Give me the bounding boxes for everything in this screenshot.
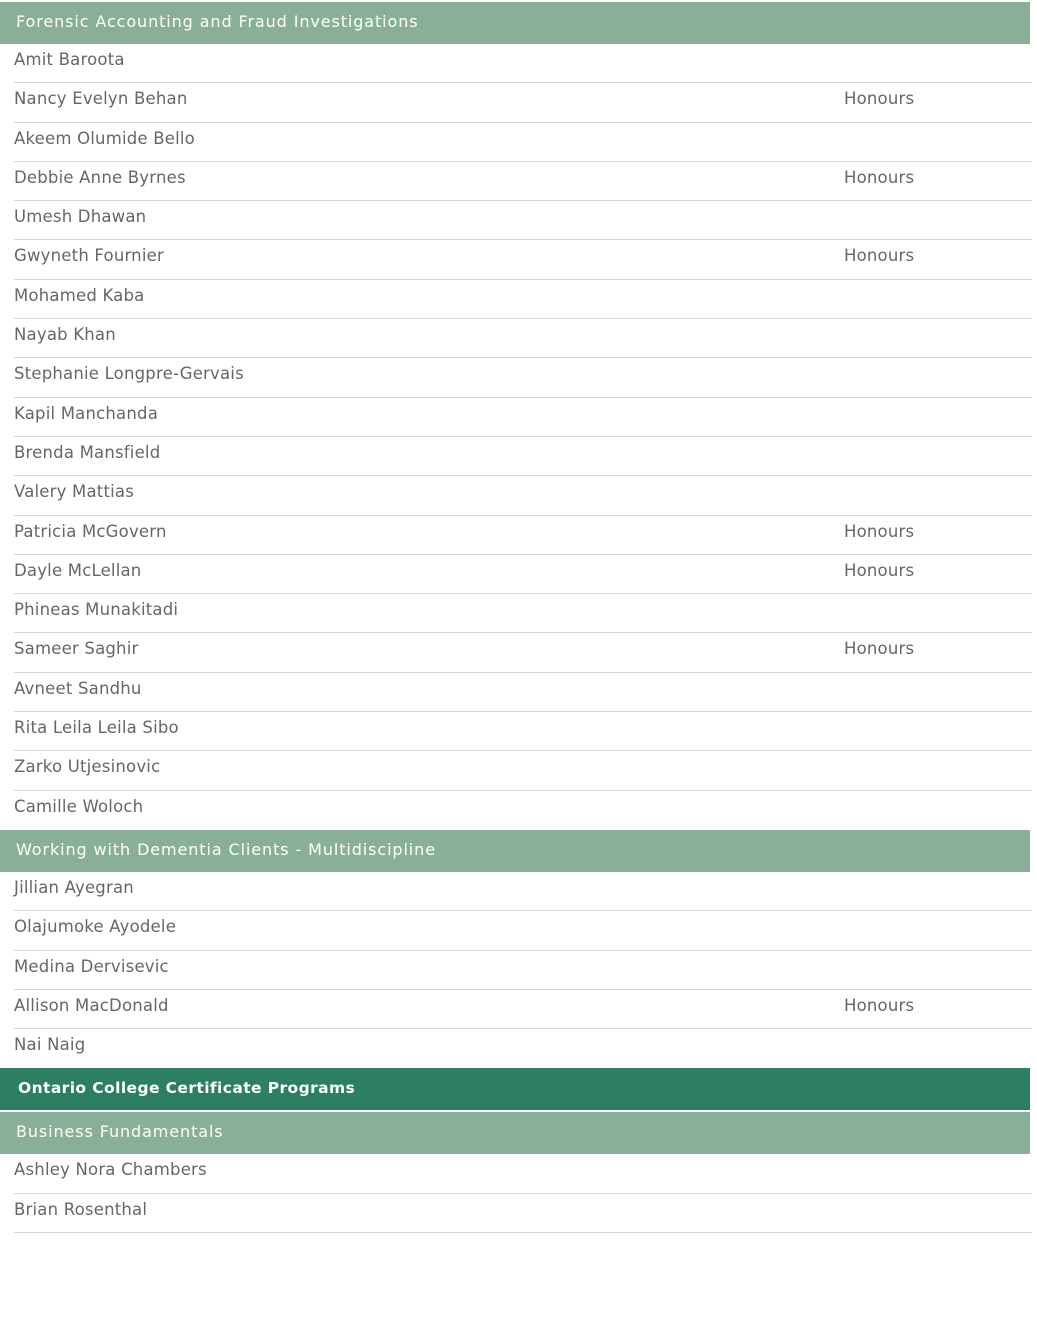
- graduate-name: Phineas Munakitadi: [14, 600, 179, 620]
- graduate-name: Nai Naig: [14, 1035, 86, 1055]
- graduate-name: Rita Leila Leila Sibo: [14, 718, 179, 738]
- graduate-row: [14, 123, 1032, 162]
- graduate-row: [14, 951, 1032, 990]
- graduate-name: Amit Baroota: [14, 50, 125, 69]
- graduate-name: Camille Woloch: [14, 796, 144, 816]
- graduate-row: [14, 1154, 1032, 1193]
- graduate-name: Brenda Mansfield: [14, 442, 161, 462]
- graduate-row: [14, 358, 1032, 397]
- graduate-row: [14, 319, 1032, 358]
- honours-label: Honours: [844, 995, 915, 1015]
- graduate-row: [14, 791, 1032, 830]
- graduate-row: [14, 44, 1032, 83]
- honours-label: Honours: [844, 167, 915, 187]
- graduate-row: [14, 673, 1032, 712]
- honours-label: Honours: [844, 89, 915, 109]
- graduate-name: Debbie Anne Byrnes: [14, 167, 186, 187]
- graduate-list: [0, 2, 1037, 1233]
- graduate-name: Ashley Nora Chambers: [14, 1160, 207, 1180]
- graduate-name: Allison MacDonald: [14, 995, 169, 1015]
- graduate-name: Jillian Ayegran: [14, 877, 134, 897]
- honours-label: Honours: [844, 639, 915, 659]
- graduate-name: Kapil Manchanda: [14, 403, 159, 423]
- graduate-row: [14, 162, 1032, 201]
- graduate-row: [14, 476, 1032, 515]
- graduate-name: Gwyneth Fournier: [14, 246, 164, 266]
- graduate-name: Patricia McGovern: [14, 521, 167, 541]
- program-header: Business Fundamentals: [0, 1112, 1030, 1154]
- category-header: Ontario College Certificate Programs: [0, 1068, 1030, 1110]
- program-header: Forensic Accounting and Fraud Investigations: [0, 2, 1030, 44]
- graduate-name: Nayab Khan: [14, 325, 116, 345]
- graduate-name: Medina Dervisevic: [14, 956, 169, 976]
- graduate-row: [14, 201, 1032, 240]
- graduate-name: Stephanie Longpre-Gervais: [14, 364, 244, 384]
- graduate-row: [14, 990, 1032, 1029]
- graduate-row: [14, 555, 1032, 594]
- graduate-name: Olajumoke Ayodele: [14, 917, 177, 937]
- graduate-name: Mohamed Kaba: [14, 285, 145, 305]
- honours-label: Honours: [844, 521, 915, 541]
- graduate-row: [14, 240, 1032, 279]
- program-header: Working with Dementia Clients - Multidiscipline: [0, 830, 1030, 872]
- graduate-name: Sameer Saghir: [14, 639, 139, 659]
- honours-label: Honours: [844, 246, 915, 266]
- graduate-name: Valery Mattias: [14, 482, 135, 502]
- honours-label: Honours: [844, 560, 915, 580]
- graduate-row: [14, 712, 1032, 751]
- graduate-name: Umesh Dhawan: [14, 207, 147, 227]
- graduate-row: [14, 594, 1032, 633]
- graduate-name: Zarko Utjesinovic: [14, 757, 161, 777]
- graduate-row: [14, 83, 1032, 122]
- graduate-row: [14, 1194, 1032, 1233]
- graduate-row: [14, 1029, 1032, 1068]
- graduate-name: Nancy Evelyn Behan: [14, 89, 188, 109]
- graduate-row: [14, 633, 1032, 672]
- graduate-row: [14, 751, 1032, 790]
- graduate-row: [14, 516, 1032, 555]
- graduate-name: Avneet Sandhu: [14, 678, 142, 698]
- graduate-row: [14, 398, 1032, 437]
- graduate-row: [14, 437, 1032, 476]
- graduate-name: Brian Rosenthal: [14, 1199, 148, 1219]
- graduate-row: [14, 872, 1032, 911]
- graduate-name: Dayle McLellan: [14, 560, 142, 580]
- graduate-row: [14, 911, 1032, 950]
- graduate-row: [14, 280, 1032, 319]
- graduate-name: Akeem Olumide Bello: [14, 128, 195, 148]
